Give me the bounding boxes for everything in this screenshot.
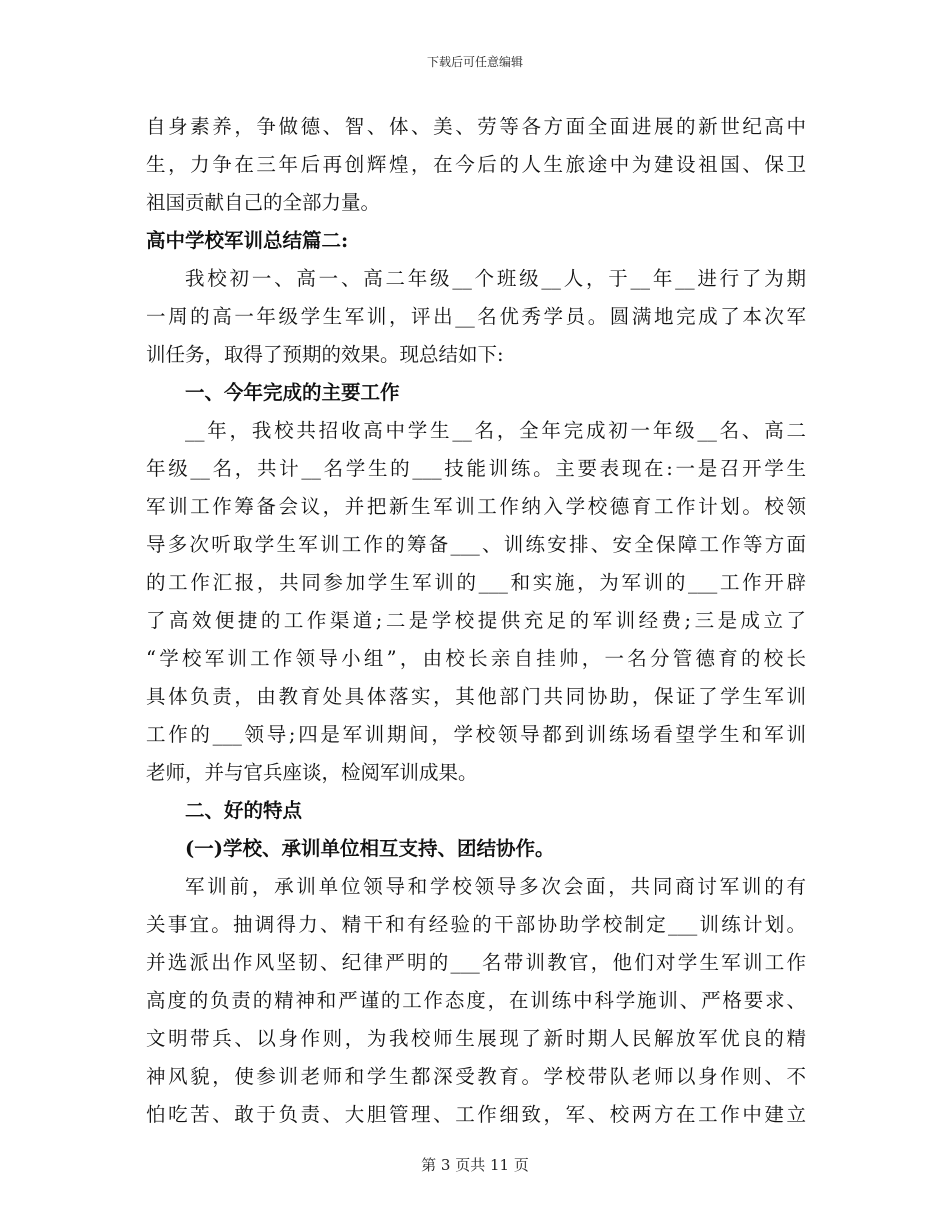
paragraph-line: 工作的___领导;四是军训期间，学校领导都到训练场看望学生和军训 <box>146 723 806 746</box>
paragraph-line: 年级__名，共计__名学生的___技能训练。主要表现在:一是召开学生 <box>146 457 806 480</box>
paragraph-line: 军训前，承训单位领导和学校领导多次会面，共同商讨军训的有 <box>185 875 806 898</box>
paragraph-line: 自身素养，争做德、智、体、美、劳等各方面全面进展的新世纪高中 <box>146 115 806 138</box>
paragraph-line: 祖国贡献自己的全部力量。 <box>146 191 381 214</box>
paragraph-line: 了高效便捷的工作渠道;二是学校提供充足的军训经费;三是成立了 <box>146 609 806 632</box>
paragraph-line: 老师，并与官兵座谈，检阅军训成果。 <box>146 761 478 784</box>
paragraph-line: 神风貌，使参训老师和学生都深受教育。学校带队老师以身作则、不 <box>146 1065 806 1088</box>
subheading: (一)学校、承训单位相互支持、团结协作。 <box>185 837 555 860</box>
paragraph-line: 导多次听取学生军训工作的筹备___、训练安排、安全保障工作等方面 <box>146 533 806 556</box>
paragraph-line: __年，我校共招收高中学生__名，全年完成初一年级__名、高二 <box>185 419 806 442</box>
paragraph-line: 训任务，取得了预期的效果。现总结如下: <box>146 343 504 366</box>
paragraph-line: 关事宜。抽调得力、精干和有经验的干部协助学校制定___训练计划。 <box>146 913 806 936</box>
paragraph-line: 的工作汇报，共同参加学生军训的___和实施，为军训的___工作开辟 <box>146 571 806 594</box>
paragraph-line: 军训工作筹备会议，并把新生军训工作纳入学校德育工作计划。校领 <box>146 495 806 518</box>
subheading: 一、今年完成的主要工作 <box>185 381 400 404</box>
paragraph-line: 怕吃苦、敢于负责、大胆管理、工作细致，军、校两方在工作中建立 <box>146 1103 806 1126</box>
paragraph-line: “学校军训工作领导小组”，由校长亲自挂帅，一名分管德育的校长 <box>146 647 806 670</box>
page-footer: 第 3 页共 11 页 <box>421 1156 529 1174</box>
subheading: 二、好的特点 <box>185 799 303 822</box>
paragraph-line: 生，力争在三年后再创辉煌，在今后的人生旅途中为建设祖国、保卫 <box>146 153 806 176</box>
paragraph-line: 并选派出作风坚韧、纪律严明的___名带训教官，他们对学生军训工作 <box>146 951 806 974</box>
paragraph-line: 一周的高一年级学生军训，评出__名优秀学员。圆满地完成了本次军 <box>146 305 806 328</box>
body-text <box>146 108 806 1134</box>
paragraph-line: 文明带兵、以身作则，为我校师生展现了新时期人民解放军优良的精 <box>146 1027 806 1050</box>
paragraph-line: 高度的负责的精神和严谨的工作态度，在训练中科学施训、严格要求、 <box>146 989 806 1012</box>
page-header: 下载后可任意编辑 <box>426 55 523 69</box>
paragraph-line: 我校初一、高一、高二年级__个班级__人，于__年__进行了为期 <box>185 267 806 290</box>
paragraph-line: 具体负责，由教育处具体落实，其他部门共同协助，保证了学生军训 <box>146 685 806 708</box>
section-heading: 高中学校军训总结篇二: <box>146 229 349 252</box>
